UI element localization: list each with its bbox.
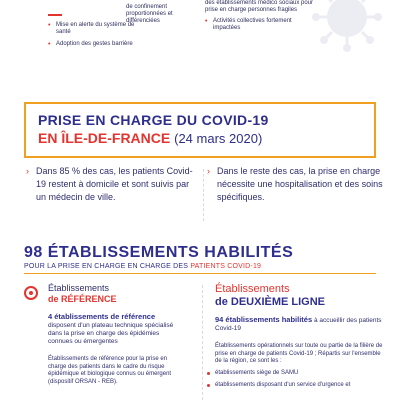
home-care-label: Dans 85 % des cas, les patients Covid-19 restent à domicile et sont suivis par un médecin de ville. xyxy=(36,166,193,202)
reference-detail: Établissements de référence pour la prise en charge des patients dans le cadre du risque épidémique et biologique connus ou émergent (dispositif ORSAN - REB). xyxy=(48,356,172,385)
reference-title-2: de RÉFÉRENCE xyxy=(48,294,117,304)
care-split xyxy=(0,165,400,225)
list-item: établissements disposant d'un service d'urgence et xyxy=(215,382,385,390)
target-icon xyxy=(24,286,38,300)
banner-date: (24 mars 2020) xyxy=(174,131,263,146)
second-detail: Établissements opérationnels sur toute ou partie de la filière de prise en charge de patients Covid-19 ; Répartis sur l'ensemble de la région, ce sont les : xyxy=(215,343,383,364)
list-item: • Activités collectives fortement impactées xyxy=(205,18,315,32)
second-summary xyxy=(215,316,385,333)
reference-column xyxy=(24,283,184,386)
section-subtitle xyxy=(24,263,261,270)
reference-summary-text: disposent d'un plateau technique spécialisé dans la prise en charge des épidémies connues ou émergentes xyxy=(48,322,174,345)
second-title-1: Établissements xyxy=(215,283,290,295)
divider xyxy=(202,285,203,400)
list-item: • Mise en alerte du système de santé xyxy=(48,22,148,36)
virus-icon xyxy=(312,0,382,52)
reference-title-1: Établissements xyxy=(48,283,110,293)
banner-title-line1: PRISE EN CHARGE DU COVID-19 xyxy=(38,112,269,128)
hospital-care-label: Dans le reste des cas, la prise en charge nécessite une hospitalisation et des soins spécifiques. xyxy=(217,166,383,202)
top-summary xyxy=(0,0,400,95)
section-subtitle-highlight: PATIENTS COVID-19 xyxy=(190,263,262,270)
reference-header xyxy=(24,283,184,305)
title-banner xyxy=(24,102,376,158)
red-bar xyxy=(48,14,62,16)
arrow-icon: › xyxy=(207,166,210,176)
home-care-text xyxy=(26,165,196,204)
banner-region: EN ÎLE-DE-FRANCE xyxy=(38,130,171,146)
section-subtitle-prefix: POUR LA PRISE EN CHARGE EN CHARGE DES xyxy=(24,263,189,270)
section-rule xyxy=(24,273,376,274)
second-count: 94 établissements habilités xyxy=(215,315,313,324)
hospital-care-text xyxy=(207,165,387,204)
top-column-3-text: des établissements médico sociaux pour prise en charge personnes fragiles xyxy=(205,0,314,13)
arrow-icon: › xyxy=(26,166,29,176)
list-item: établissements siège de SAMU xyxy=(215,370,385,378)
divider xyxy=(203,169,204,221)
top-column-2-text: de confinement proportionnées et différenciées xyxy=(126,4,173,24)
section-title: 98 ÉTABLISSEMENTS HABILITÉS xyxy=(24,244,294,261)
list-item: • Adoption des gestes barrière xyxy=(48,41,148,48)
top-column-3 xyxy=(205,0,315,37)
reference-count: 4 établissements de référence xyxy=(48,312,156,321)
banner-title-line2 xyxy=(38,129,362,148)
second-list xyxy=(215,370,385,390)
top-column-2 xyxy=(126,0,198,25)
reference-summary xyxy=(24,313,184,346)
second-line-column xyxy=(215,283,385,395)
second-title-2: de DEUXIÈME LIGNE xyxy=(215,296,326,308)
second-summary-text: à accueillir des patients Covid-19 xyxy=(215,317,382,332)
